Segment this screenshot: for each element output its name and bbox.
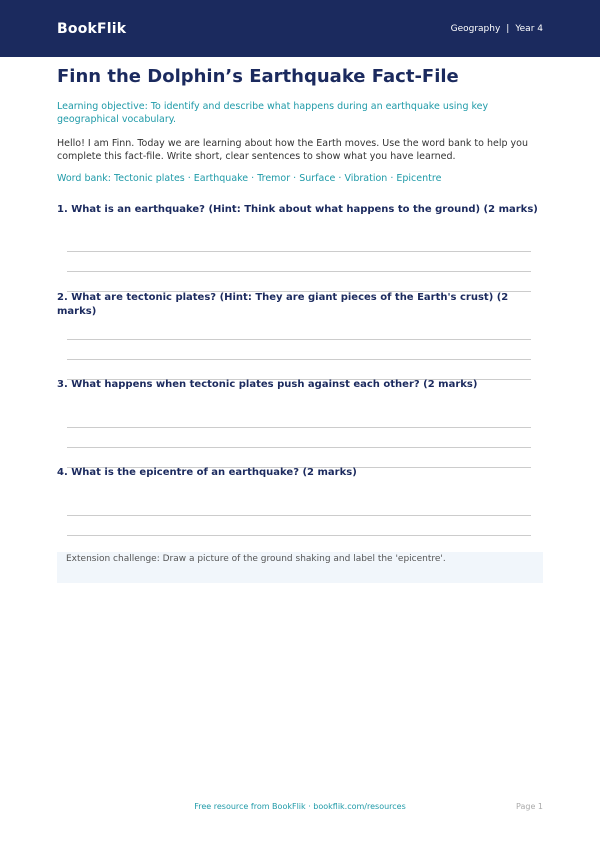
- answer-line-q1-1[interactable]: [67, 251, 531, 252]
- page-number: Page 1: [516, 802, 543, 811]
- question-3: 3. What happens when tectonic plates push against each other? (2 marks): [57, 379, 478, 390]
- intro-text: Hello! I am Finn. Today we are learning about how the Earth moves. Use the word bank to help you complete this fact-file. Write short, clear sentences to show what you have learned.: [57, 138, 528, 162]
- extension-text: Extension challenge: Draw a picture of the ground shaking and label the 'epicentre'.: [66, 554, 446, 564]
- answer-line-q3-2[interactable]: [67, 447, 531, 448]
- learning-objective: Learning objective: To identify and describe what happens during an earthquake using key geographical vocabulary.: [57, 101, 489, 125]
- question-1: 1. What is an earthquake? (Hint: Think about what happens to the ground) (2 marks): [57, 204, 538, 215]
- answer-line-q4-2[interactable]: [67, 535, 531, 536]
- answer-line-q2-1[interactable]: [67, 339, 531, 340]
- extension-challenge: [57, 552, 543, 583]
- question-2: 2. What are tectonic plates? (Hint: They are giant pieces of the Earth's crust) (2 marks): [57, 292, 509, 317]
- year-label: Year 4: [515, 23, 543, 34]
- answer-line-q3-1[interactable]: [67, 427, 531, 428]
- answer-line-q4-1[interactable]: [67, 515, 531, 516]
- header-bar: [0, 0, 600, 57]
- page-title: Finn the Dolphin’s Earthquake Fact-File: [57, 66, 459, 87]
- answer-line-q1-2[interactable]: [67, 271, 531, 272]
- answer-line-q2-2[interactable]: [67, 359, 531, 360]
- subject-year: [451, 24, 543, 34]
- brand-logo[interactable]: BookFlik: [57, 20, 127, 37]
- subject-label: Geography: [450, 23, 501, 34]
- separator: |: [506, 23, 510, 34]
- question-4: 4. What is the epicentre of an earthquake? (2 marks): [57, 467, 357, 478]
- footer-link[interactable]: Free resource from BookFlik · bookflik.com/resources: [194, 802, 406, 811]
- word-bank: Word bank: Tectonic plates · Earthquake · Tremor · Surface · Vibration · Epicentre: [57, 173, 442, 184]
